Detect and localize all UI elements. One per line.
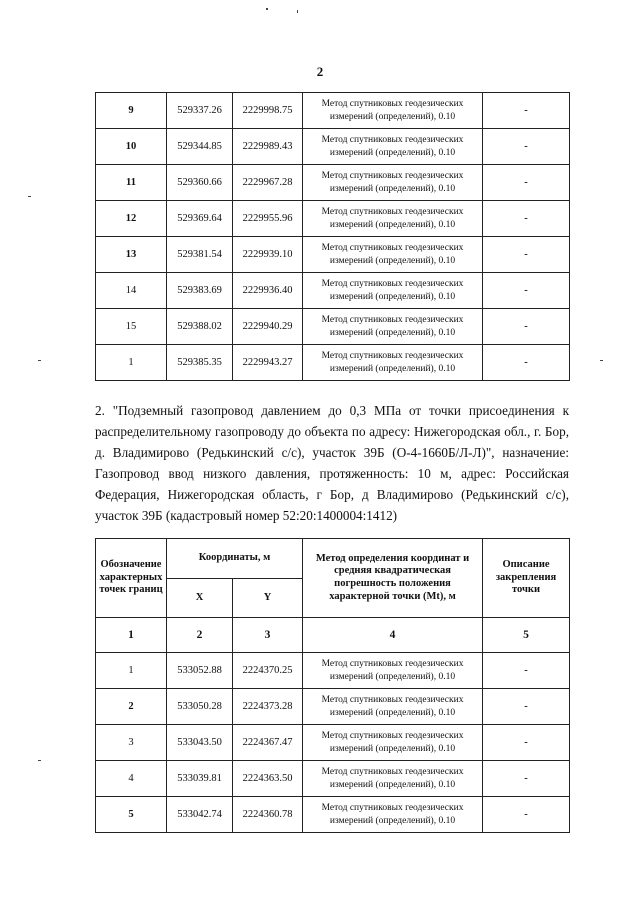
coordinate-y: 2224370.25 xyxy=(233,653,303,689)
table-row xyxy=(96,725,570,761)
table-row xyxy=(96,653,570,689)
method-cell xyxy=(303,689,483,725)
scan-speck xyxy=(600,360,603,361)
table-row xyxy=(96,273,570,309)
method-cell xyxy=(303,93,483,129)
coordinates-table xyxy=(95,538,570,833)
method-line: Метод спутниковых геодезических xyxy=(321,659,464,670)
coordinate-x: 529344.85 xyxy=(167,129,233,165)
method-line: измерений (определений), 0.10 xyxy=(329,147,456,158)
coordinate-y: 2229940.29 xyxy=(233,309,303,345)
method-line: Метод спутниковых геодезических xyxy=(321,171,464,182)
coordinate-x: 533043.50 xyxy=(167,725,233,761)
scan-speck xyxy=(38,760,41,761)
fixation-description: - xyxy=(483,237,570,273)
column-number: 3 xyxy=(233,618,303,653)
method-line: измерений (определений), 0.10 xyxy=(329,327,456,338)
coordinate-x: 529381.54 xyxy=(167,237,233,273)
method-line: измерений (определений), 0.10 xyxy=(329,743,456,754)
coordinate-x: 529369.64 xyxy=(167,201,233,237)
point-number: 10 xyxy=(96,129,167,165)
column-number-row xyxy=(96,618,570,653)
coordinate-x: 529385.35 xyxy=(167,345,233,381)
point-number: 11 xyxy=(96,165,167,201)
method-line: Метод спутниковых геодезических xyxy=(321,731,464,742)
method-cell xyxy=(303,237,483,273)
method-line: Метод спутниковых геодезических xyxy=(321,99,464,110)
method-line: Метод спутниковых геодезических xyxy=(321,315,464,326)
method-line: измерений (определений), 0.10 xyxy=(329,815,456,826)
table-row xyxy=(96,345,570,381)
header-y: Y xyxy=(233,579,303,618)
fixation-description: - xyxy=(483,725,570,761)
fixation-description: - xyxy=(483,273,570,309)
method-cell xyxy=(303,309,483,345)
method-cell xyxy=(303,165,483,201)
table-row xyxy=(96,129,570,165)
fixation-description: - xyxy=(483,345,570,381)
method-line: Метод спутниковых геодезических xyxy=(321,243,464,254)
coordinate-y: 2224373.28 xyxy=(233,689,303,725)
fixation-description: - xyxy=(483,653,570,689)
coordinate-y: 2229943.27 xyxy=(233,345,303,381)
scan-speck xyxy=(38,360,41,361)
fixation-description: - xyxy=(483,309,570,345)
point-number: 1 xyxy=(96,345,167,381)
scan-speck xyxy=(297,10,298,13)
header-method: Метод определения координат и средняя квадратическая погрешность положения характерной точки (Mt), м xyxy=(303,539,483,618)
point-number: 3 xyxy=(96,725,167,761)
fixation-description: - xyxy=(483,129,570,165)
table-row xyxy=(96,201,570,237)
header-points: Обозначение характерных точек границ xyxy=(96,539,167,618)
method-line: Метод спутниковых геодезических xyxy=(321,207,464,218)
header-description: Описание закрепления точки xyxy=(483,539,570,618)
coordinate-y: 2224360.78 xyxy=(233,797,303,833)
method-line: измерений (определений), 0.10 xyxy=(329,183,456,194)
point-number: 2 xyxy=(96,689,167,725)
method-line: Метод спутниковых геодезических xyxy=(321,803,464,814)
method-line: измерений (определений), 0.10 xyxy=(329,255,456,266)
coordinate-x: 529337.26 xyxy=(167,93,233,129)
method-line: измерений (определений), 0.10 xyxy=(329,363,456,374)
table-row xyxy=(96,165,570,201)
coordinate-x: 533050.28 xyxy=(167,689,233,725)
point-number: 14 xyxy=(96,273,167,309)
method-cell xyxy=(303,129,483,165)
header-coordinates: Координаты, м xyxy=(167,539,303,579)
point-number: 12 xyxy=(96,201,167,237)
header-x: X xyxy=(167,579,233,618)
coordinate-y: 2229967.28 xyxy=(233,165,303,201)
fixation-description: - xyxy=(483,93,570,129)
point-number: 4 xyxy=(96,761,167,797)
table-row xyxy=(96,309,570,345)
table-row xyxy=(96,761,570,797)
coordinate-x: 529360.66 xyxy=(167,165,233,201)
method-line: измерений (определений), 0.10 xyxy=(329,219,456,230)
object-description-paragraph: 2. "Подземный газопровод давлением до 0,3 МПа от точки присоединения к распределительному газопроводу до объекта по адресу: Нижегородская обл., г. Бор, д. Владимирово (Редькинский с/с), участок 39Б (О-4-1660Б/Л-Л)", назначение: Газопровод ввод низкого давления, протяженность: 10 м, адрес: Российская Федерация, Нижегородская область, г Бор, д Владимирово (Редькинский с/с), участок 39Б (кадастровый номер 52:20:1400004:1412) xyxy=(95,403,569,523)
table-row xyxy=(96,797,570,833)
method-line: Метод спутниковых геодезических xyxy=(321,767,464,778)
method-line: измерений (определений), 0.10 xyxy=(329,111,456,122)
method-line: Метод спутниковых геодезических xyxy=(321,351,464,362)
method-cell xyxy=(303,273,483,309)
scan-speck xyxy=(28,196,31,197)
coordinate-y: 2229989.43 xyxy=(233,129,303,165)
method-line: Метод спутниковых геодезических xyxy=(321,695,464,706)
coordinate-x: 533042.74 xyxy=(167,797,233,833)
method-line: измерений (определений), 0.10 xyxy=(329,779,456,790)
method-line: Метод спутниковых геодезических xyxy=(321,279,464,290)
column-number: 5 xyxy=(483,618,570,653)
fixation-description: - xyxy=(483,797,570,833)
method-cell xyxy=(303,201,483,237)
coordinate-x: 533052.88 xyxy=(167,653,233,689)
method-cell xyxy=(303,797,483,833)
column-number: 4 xyxy=(303,618,483,653)
coordinate-y: 2224367.47 xyxy=(233,725,303,761)
table-row xyxy=(96,689,570,725)
method-line: измерений (определений), 0.10 xyxy=(329,707,456,718)
table-row xyxy=(96,237,570,273)
fixation-description: - xyxy=(483,201,570,237)
fixation-description: - xyxy=(483,761,570,797)
point-number: 15 xyxy=(96,309,167,345)
scan-speck xyxy=(266,8,268,10)
method-line: измерений (определений), 0.10 xyxy=(329,291,456,302)
coordinate-y: 2229955.96 xyxy=(233,201,303,237)
coordinate-x: 529388.02 xyxy=(167,309,233,345)
point-number: 13 xyxy=(96,237,167,273)
coordinate-y: 2229936.40 xyxy=(233,273,303,309)
coordinate-y: 2229998.75 xyxy=(233,93,303,129)
method-cell xyxy=(303,653,483,689)
coordinate-x: 529383.69 xyxy=(167,273,233,309)
table-row xyxy=(96,93,570,129)
method-line: Метод спутниковых геодезических xyxy=(321,135,464,146)
coordinate-y: 2224363.50 xyxy=(233,761,303,797)
coordinate-x: 533039.81 xyxy=(167,761,233,797)
point-number: 5 xyxy=(96,797,167,833)
coordinates-table-continued xyxy=(95,92,570,381)
point-number: 1 xyxy=(96,653,167,689)
point-number: 9 xyxy=(96,93,167,129)
column-number: 1 xyxy=(96,618,167,653)
method-cell xyxy=(303,761,483,797)
page-number: 2 xyxy=(316,64,324,79)
column-number: 2 xyxy=(167,618,233,653)
method-line: измерений (определений), 0.10 xyxy=(329,671,456,682)
method-cell xyxy=(303,345,483,381)
fixation-description: - xyxy=(483,165,570,201)
fixation-description: - xyxy=(483,689,570,725)
method-cell xyxy=(303,725,483,761)
coordinate-y: 2229939.10 xyxy=(233,237,303,273)
